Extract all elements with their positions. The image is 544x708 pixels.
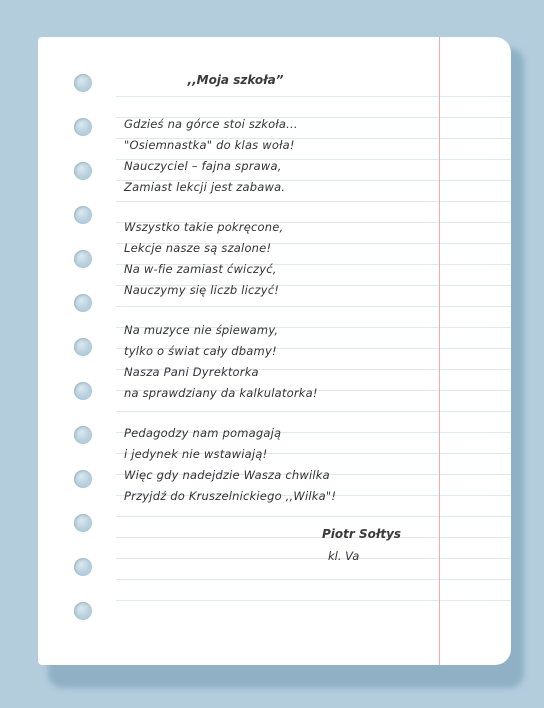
poem-line: Gdzieś na górce stoi szkoła... xyxy=(124,117,298,131)
binder-hole xyxy=(74,382,92,400)
ruled-line xyxy=(116,306,511,307)
ruled-line xyxy=(116,96,511,97)
margin-line xyxy=(439,37,440,665)
binder-hole xyxy=(74,294,92,312)
binder-hole xyxy=(74,338,92,356)
poem-line: Pedagodzy nam pomagają xyxy=(124,426,282,440)
binder-hole xyxy=(74,602,92,620)
poem-line: Wszystko takie pokręcone, xyxy=(124,220,284,234)
poem-line: Więc gdy nadejdzie Wasza chwilka xyxy=(124,468,330,482)
ruled-line xyxy=(116,600,511,601)
poem-line: tylko o świat cały dbamy! xyxy=(124,344,277,358)
poem-line: Zamiast lekcji jest zabawa. xyxy=(124,180,286,194)
binder-hole xyxy=(74,470,92,488)
poem-line: "Osiemnastka" do klas woła! xyxy=(124,138,295,152)
poem-line: Na muzyce nie śpiewamy, xyxy=(124,323,279,337)
binder-hole xyxy=(74,118,92,136)
ruled-line xyxy=(116,558,511,559)
author-class: kl. Va xyxy=(328,549,360,563)
ruled-line xyxy=(116,537,511,538)
binder-hole xyxy=(74,558,92,576)
ruled-line xyxy=(116,516,511,517)
poem-line: Nasza Pani Dyrektorka xyxy=(124,365,259,379)
poem-line: Nauczyciel – fajna sprawa, xyxy=(124,159,282,173)
poem-line: i jedynek nie wstawiają! xyxy=(124,447,268,461)
poem-line: na sprawdziany da kalkulatorka! xyxy=(124,386,318,400)
binder-hole xyxy=(74,206,92,224)
binder-hole xyxy=(74,426,92,444)
ruled-line xyxy=(116,411,511,412)
binder-hole xyxy=(74,250,92,268)
binder-hole xyxy=(74,162,92,180)
poem-line: Nauczymy się liczb liczyć! xyxy=(124,283,280,297)
poem-line: Lekcje nasze są szalone! xyxy=(124,241,272,255)
ruled-line xyxy=(116,579,511,580)
poem-line: Przyjdź do Kruszelnickiego ,,Wilka"! xyxy=(124,489,337,503)
poem-title: ,,Moja szkoła” xyxy=(187,73,284,87)
poem-author: Piotr Sołtys xyxy=(322,527,402,541)
notebook-page xyxy=(38,37,511,665)
ruled-line xyxy=(116,201,511,202)
poem-line: Na w-fie zamiast ćwiczyć, xyxy=(124,262,277,276)
binder-hole xyxy=(74,514,92,532)
